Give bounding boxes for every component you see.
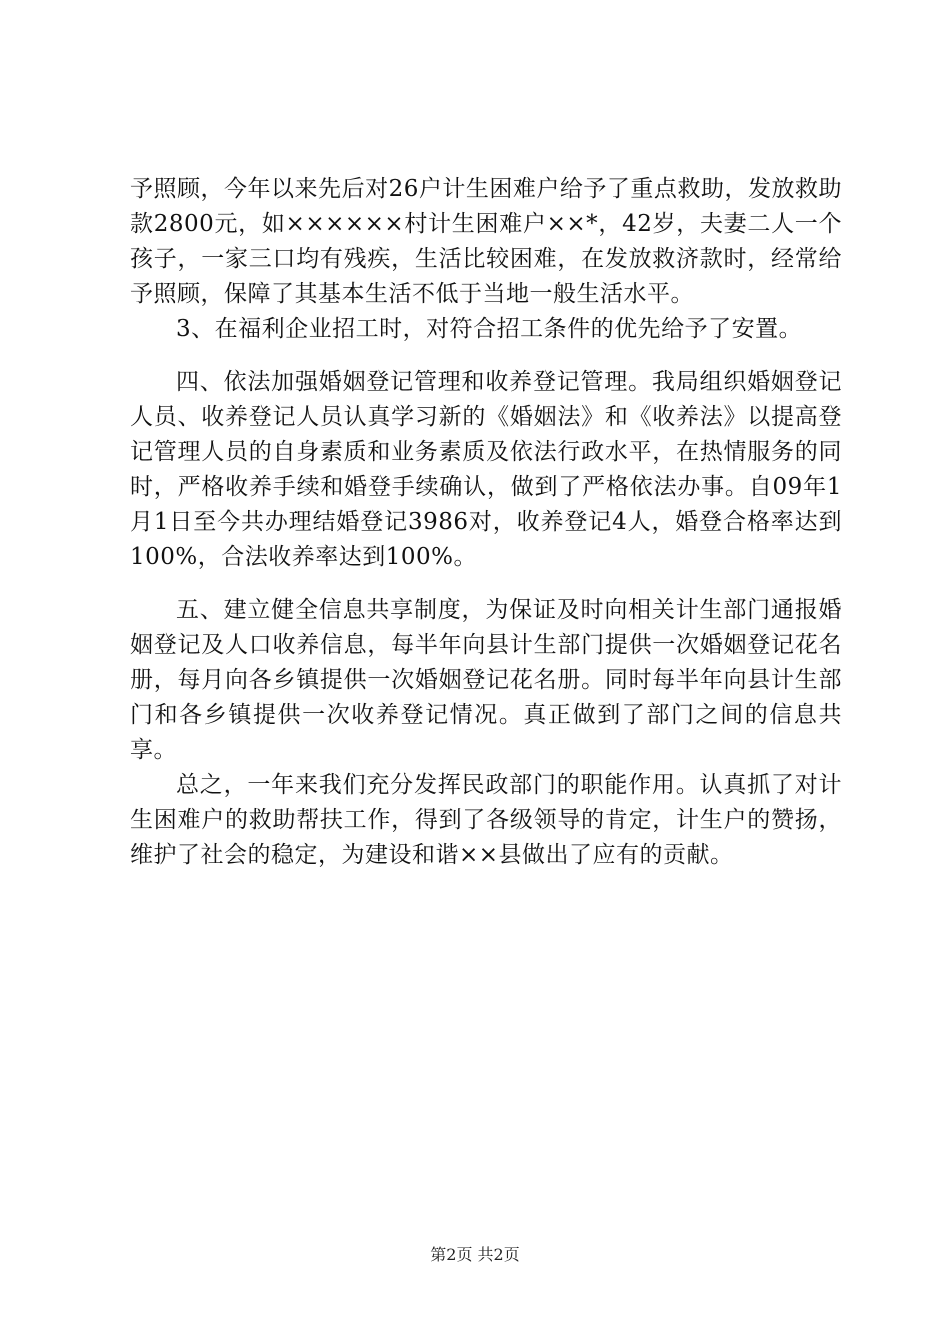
paragraph-relief-cases: 予照顾，今年以来先后对26户计生困难户给予了重点救助，发放救助款2800元，如××××××村计生困难户××*，42岁，夫妻二人一个孩子，一家三口均有残疾，生活比较困难，在发放救济款时，经常给予照顾，保障了其基本生活不低于当地一般生活水平。 <box>130 176 842 307</box>
document-body <box>130 172 842 873</box>
paragraph-employment: 3、在福利企业招工时，对符合招工条件的优先给予了安置。 <box>176 316 803 342</box>
page-number-footer: 第2页 共2页 <box>430 1245 520 1264</box>
paragraph-summary: 总之，一年来我们充分发挥民政部门的职能作用。认真抓了对计生困难户的救助帮扶工作，得到了各级领导的肯定，计生户的赞扬，维护了社会的稳定，为建设和谐××县做出了应有的贡献。 <box>130 772 842 868</box>
paragraph-marriage-registration: 四、依法加强婚姻登记管理和收养登记管理。我局组织婚姻登记人员、收养登记人员认真学习新的《婚姻法》和《收养法》以提高登记管理人员的自身素质和业务素质及依法行政水平，在热情服务的同时，严格收养手续和婚登手续确认，做到了严格依法办事。自09年1月1日至今共办理结婚登记3986对，收养登记4人，婚登合格率达到100%，合法收养率达到100%。 <box>130 369 842 570</box>
paragraph-information-sharing: 五、建立健全信息共享制度，为保证及时向相关计生部门通报婚姻登记及人口收养信息，每半年向县计生部门提供一次婚姻登记花名册，每月向各乡镇提供一次婚姻登记花名册。同时每半年向县计生部门和各乡镇提供一次收养登记情况。真正做到了部门之间的信息共享。 <box>130 597 842 763</box>
